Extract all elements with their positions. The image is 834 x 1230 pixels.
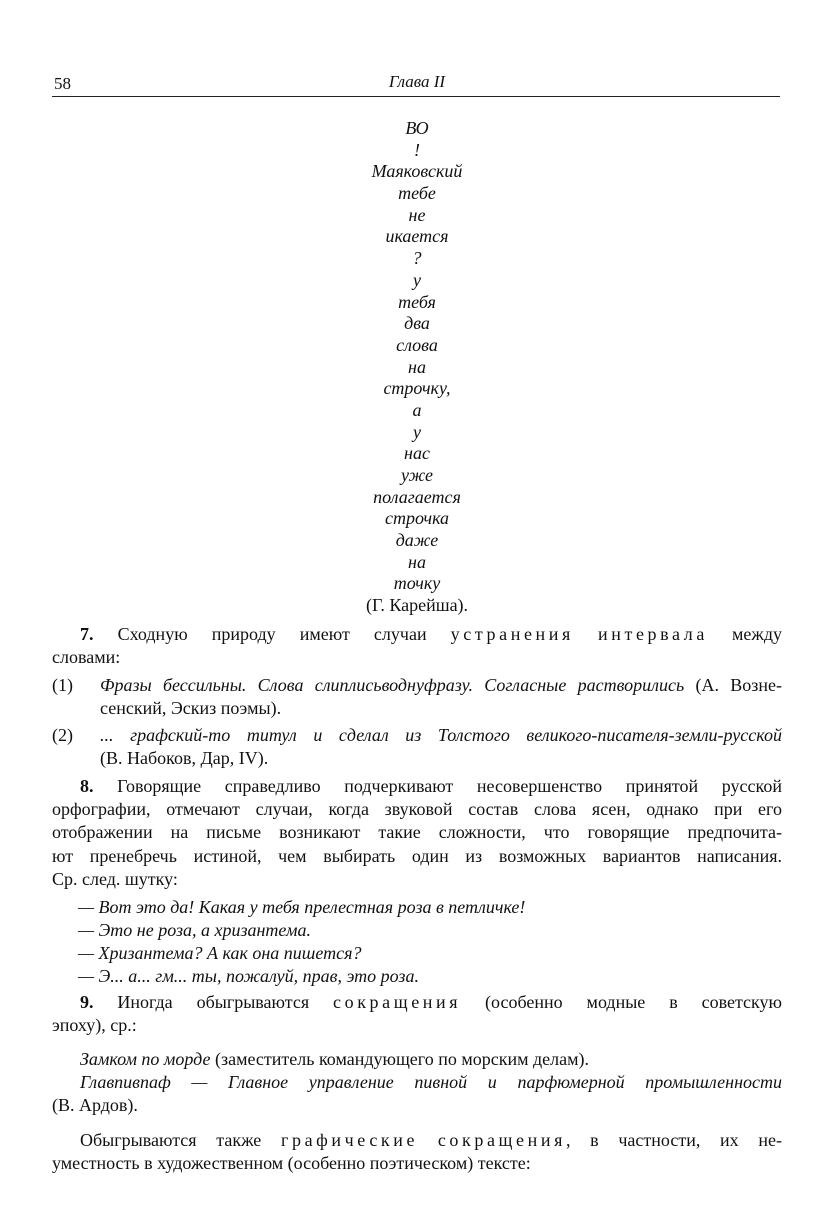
text-line	[52, 508, 782, 530]
text-line	[52, 552, 782, 574]
text-line	[52, 226, 782, 248]
text-segment	[574, 624, 598, 644]
text-segment: между	[707, 623, 782, 644]
header-rule	[52, 96, 780, 97]
spaced-term: сокращения	[333, 991, 462, 1012]
text-line	[52, 161, 782, 183]
text-line	[52, 1014, 782, 1037]
text-segment: сенский, Эскиз поэмы).	[100, 698, 282, 719]
text-line	[52, 443, 782, 465]
text-segment: Маяковский	[371, 161, 463, 182]
text-segment: эпоху), ср.:	[52, 1014, 137, 1035]
text-line	[52, 798, 782, 821]
text-line	[52, 623, 782, 646]
dialogue-block	[52, 896, 782, 989]
text-segment: , в частности, их не-	[565, 1129, 783, 1150]
italic-quote: ... графский-то титул и сделал из Толстого великого-писателя-земли-русской	[100, 724, 782, 745]
text-line	[52, 1071, 782, 1094]
text-segment: Иногда обыгрываются	[93, 991, 334, 1012]
text-segment: икается	[385, 226, 449, 247]
text-line	[100, 674, 782, 697]
text-line	[52, 1048, 782, 1071]
spaced-term: графические	[280, 1129, 419, 1150]
text-segment	[418, 1130, 438, 1150]
italic-quote: Главпивпаф — Главное управление пивной и парфюмерной промышленности	[80, 1072, 782, 1093]
text-line	[52, 573, 782, 595]
text-line	[52, 378, 782, 400]
text-line	[52, 868, 782, 891]
section-number: 9.	[80, 991, 94, 1012]
text-line	[100, 724, 782, 747]
text-line	[52, 357, 782, 379]
text-segment: (А. Возне-	[684, 675, 782, 696]
text-line	[52, 919, 782, 942]
text-segment: строчка	[384, 508, 450, 529]
text-line	[52, 821, 782, 844]
text-segment: полагается	[373, 486, 461, 507]
text-segment: словами:	[52, 647, 121, 667]
section-number: 7.	[80, 623, 94, 644]
list-item	[52, 674, 782, 720]
poem-block	[52, 118, 782, 617]
text-segment: тебя	[398, 291, 436, 312]
text-line	[52, 140, 782, 162]
paragraph	[52, 623, 782, 669]
text-segment: — Вот это да! Какая у тебя прелестная роза в петличке!	[78, 896, 526, 917]
text-line	[52, 845, 782, 868]
text-line	[52, 205, 782, 227]
text-segment: (Г. Карейша).	[365, 595, 469, 616]
text-segment: — Это не роза, а хризантема.	[78, 920, 311, 941]
paragraph	[52, 1129, 782, 1175]
text-segment: тебе	[398, 183, 436, 204]
page-number: 58	[54, 74, 71, 93]
text-segment: (В. Ардов).	[52, 1095, 138, 1116]
text-segment: уместность в художественном (особенно поэтическом) тексте:	[52, 1152, 531, 1173]
running-header-chapter: Глава II	[388, 72, 446, 91]
text-segment: Сходную природу имеют случаи	[93, 623, 451, 644]
text-line	[52, 595, 782, 617]
paragraph	[52, 991, 782, 1037]
text-line	[52, 530, 782, 552]
text-line	[52, 400, 782, 422]
page-body	[52, 118, 782, 1175]
text-segment: Обыгрываются также	[80, 1129, 281, 1150]
text-line	[52, 942, 782, 965]
text-segment: на	[408, 356, 426, 377]
text-segment: слова	[396, 334, 438, 355]
text-segment: точку	[393, 573, 441, 594]
italic-quote: Замком по морде	[80, 1049, 211, 1069]
text-line	[52, 248, 782, 270]
spaced-term: сокращения	[437, 1129, 566, 1150]
text-line	[52, 422, 782, 444]
text-line	[52, 313, 782, 335]
text-segment: нас	[404, 443, 430, 464]
text-segment: (заместитель командующего по морским делам).	[210, 1049, 590, 1069]
text-segment: ВО	[405, 118, 429, 138]
text-segment: орфографии, отмечают случаи, когда звуковой состав слова ясен, однако при его	[52, 799, 782, 820]
text-segment: (В. Набоков, Дар, IV).	[100, 747, 269, 768]
spaced-term: интервала	[598, 623, 708, 644]
text-segment: (особенно модные в советскую	[461, 991, 782, 1012]
text-segment: даже	[395, 530, 439, 551]
text-segment: — Хризантема? А как она пишется?	[78, 943, 362, 964]
text-line	[52, 270, 782, 292]
text-line	[52, 775, 782, 798]
text-line	[52, 465, 782, 487]
text-line	[52, 1152, 782, 1175]
text-segment: ют пренебречь истиной, чем выбирать один из возможных вариантов написания.	[52, 845, 782, 866]
text-line	[52, 118, 782, 140]
text-line	[52, 487, 782, 509]
text-segment: на	[408, 551, 426, 572]
list-number: (1)	[52, 675, 73, 696]
text-line	[52, 292, 782, 314]
text-segment: — Э... а... гм... ты, пожалуй, прав, это роза.	[78, 966, 419, 987]
text-line	[52, 1094, 782, 1117]
spaced-term: устранения	[450, 623, 574, 644]
text-segment: !	[414, 139, 420, 160]
examples-block	[52, 1048, 782, 1118]
text-segment: Говорящие справедливо подчеркивают несовершенство принятой русской	[93, 775, 782, 796]
italic-quote: Фразы бессильны. Слова слиплисьводнуфразу. Согласные растворились	[100, 675, 685, 696]
text-line	[52, 965, 782, 988]
text-line	[52, 646, 782, 669]
list-number: (2)	[52, 724, 73, 745]
text-segment: не	[408, 204, 426, 225]
text-segment: а	[412, 399, 422, 420]
text-segment: строчку,	[383, 378, 451, 399]
text-segment: отображении на письме возникают такие сложности, что говорящие предпочита-	[52, 822, 782, 843]
text-line	[100, 747, 782, 770]
text-segment: два	[404, 313, 430, 334]
text-segment: у	[413, 269, 421, 290]
text-segment: уже	[400, 465, 434, 485]
text-line	[100, 697, 782, 720]
section-number: 8.	[80, 775, 94, 796]
text-line	[52, 896, 782, 919]
text-line	[52, 991, 782, 1014]
text-segment: Ср. след. шутку:	[52, 868, 178, 889]
text-segment: у	[413, 421, 421, 442]
text-line	[52, 335, 782, 357]
text-segment: ?	[412, 248, 422, 269]
text-line	[52, 183, 782, 205]
text-line	[52, 1129, 782, 1152]
list-item	[52, 724, 782, 770]
paragraph	[52, 775, 782, 891]
